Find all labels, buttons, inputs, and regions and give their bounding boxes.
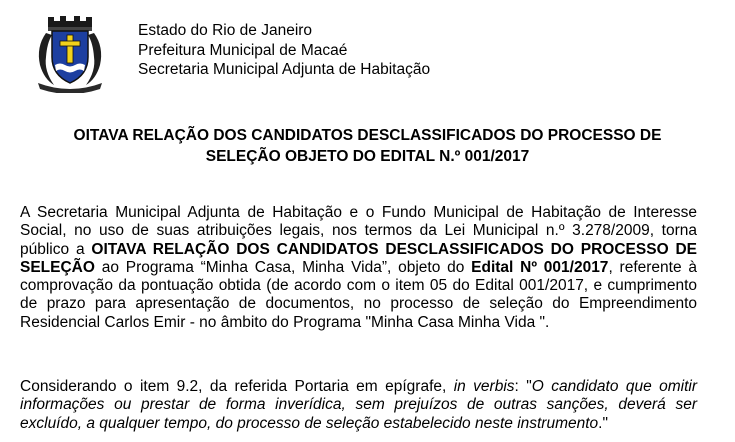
paragraph-text: A Secretaria Municipal Adjunta de Habitação e o Fundo Municipal de Habitação de Interesse Social, no uso de suas atribuições legais, nos termos da Lei Municipal n.º 3.278/2009, torna público a [20, 204, 697, 258]
paragraph-text: : " [514, 378, 532, 395]
paragraph-text: ." [598, 414, 608, 432]
paragraph-text: ao Programa “Minha Casa, Minha Vida”, objeto do [94, 258, 472, 276]
document-title [20, 125, 715, 167]
bold-phrase: OITAVA RELAÇÃO DOS CANDIDATOS DESCLASSIFICADOS DO PROCESSO DE SELEÇÃO [20, 240, 697, 276]
latin-phrase: in verbis [453, 378, 515, 395]
state-name: Estado do Rio de Janeiro [138, 22, 313, 39]
issuer-lines [138, 21, 430, 80]
municipal-seal-icon [34, 13, 106, 93]
paragraph-text: Considerando o item 9.2, da referida Portaria em epígrafe, [20, 378, 454, 395]
paragraph-text: , referente à comprovação da pontuação obtida (de acordo com o item 05 do Edital 001/2017, e cumprimento de prazo para apresentação de documentos, no processo de seleção do Empreendimento Residencial Carlos Emir - no âmbito do Programa "Minha Casa Minha Vida ". [20, 258, 697, 331]
body-paragraph-1 [20, 204, 697, 332]
body-paragraph-2 [20, 378, 697, 433]
document-header [34, 13, 724, 95]
title-line-2: SELEÇÃO OBJETO DO EDITAL N.º 001/2017 [205, 148, 530, 165]
title-line-1: OITAVA RELAÇÃO DOS CANDIDATOS DESCLASSIFICADOS DO PROCESSO DE [73, 127, 662, 144]
quoted-rule: O candidato que omitir informações ou prestar de forma inverídica, sem prejuízos de outras sanções, deverá ser excluído, a qualquer tempo, do processo de seleção estabelecido neste instrumento [20, 378, 697, 432]
edital-reference: Edital Nº 001/2017 [471, 258, 609, 276]
city-hall-name: Prefeitura Municipal de Macaé [138, 41, 348, 59]
department-name: Secretaria Municipal Adjunta de Habitação [138, 61, 431, 78]
